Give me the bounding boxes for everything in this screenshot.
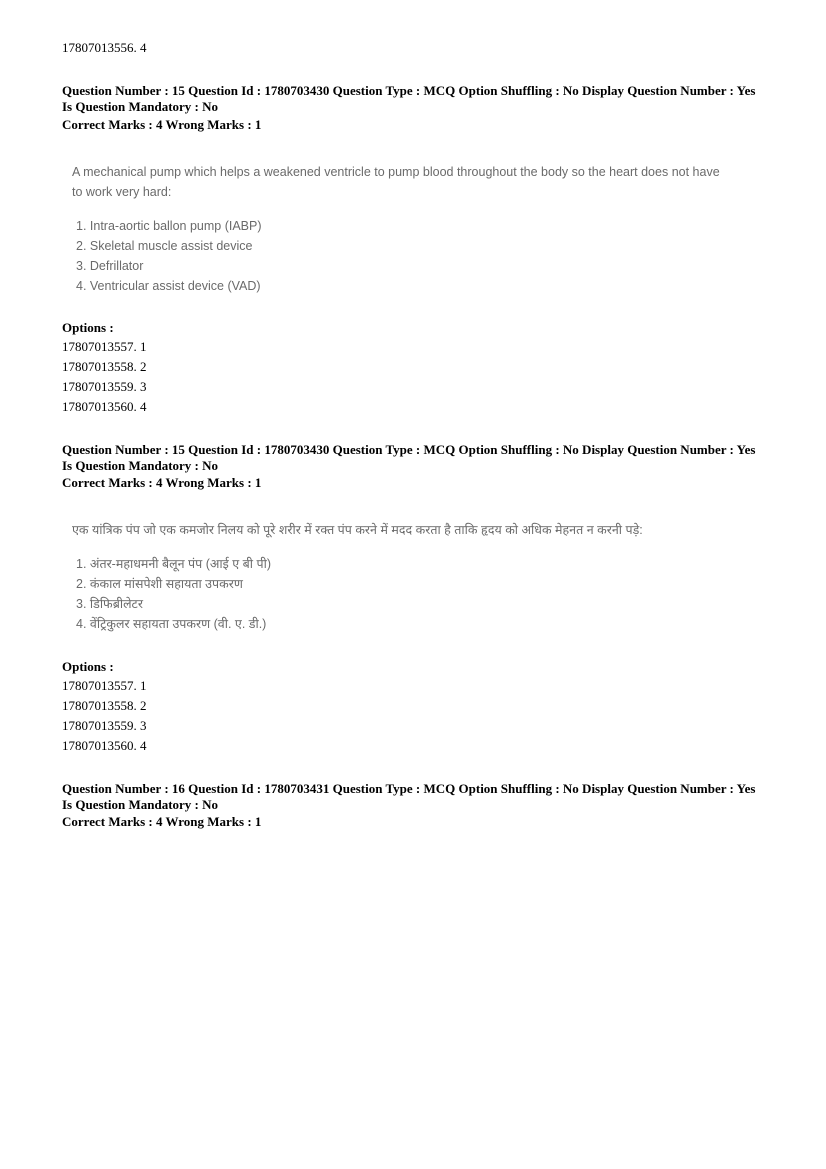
- option-id: 17807013558. 2: [62, 359, 147, 374]
- question-meta-line: Question Number : 16 Question Id : 1780703431 Question Type : MCQ Option Shuffling : No Display Question Number : Yes: [62, 781, 756, 796]
- options-label: Options :: [62, 659, 114, 674]
- question-marks-line: Correct Marks : 4 Wrong Marks : 1: [62, 117, 262, 132]
- question-meta-line: Question Number : 15 Question Id : 1780703430 Question Type : MCQ Option Shuffling : No Display Question Number : Yes: [62, 83, 756, 98]
- option-id: 17807013557. 1: [62, 339, 147, 354]
- choice-item: 1. अंतर-महाधमनी बैलून पंप (आई ए बी पी): [76, 557, 271, 571]
- choice-item: 3. डिफिब्रीलेटर: [76, 597, 143, 611]
- option-id: 17807013560. 4: [62, 399, 147, 414]
- previous-option-line: 17807013556. 4: [62, 40, 147, 55]
- question-text-line: A mechanical pump which helps a weakened ventricle to pump blood throughout the body so the heart does not have: [72, 165, 720, 179]
- choice-item: 2. कंकाल मांसपेशी सहायता उपकरण: [76, 577, 243, 591]
- question-mandatory-line: Is Question Mandatory : No: [62, 99, 219, 114]
- options-label: Options :: [62, 320, 114, 335]
- question-marks-line: Correct Marks : 4 Wrong Marks : 1: [62, 814, 262, 829]
- option-id: 17807013559. 3: [62, 379, 147, 394]
- question-marks-line: Correct Marks : 4 Wrong Marks : 1: [62, 475, 262, 490]
- option-id: 17807013558. 2: [62, 698, 147, 713]
- choice-item: 3. Defrillator: [76, 259, 144, 273]
- question-mandatory-line: Is Question Mandatory : No: [62, 458, 219, 473]
- choice-item: 4. Ventricular assist device (VAD): [76, 279, 261, 293]
- question-text-line: एक यांत्रिक पंप जो एक कमजोर निलय को पूरे शरीर में रक्त पंप करने में मदद करता है ताकि हृदय को अधिक मेहनत न करनी पड़े:: [72, 523, 643, 537]
- question-meta-line: Question Number : 15 Question Id : 1780703430 Question Type : MCQ Option Shuffling : No Display Question Number : Yes: [62, 442, 756, 457]
- option-id: 17807013559. 3: [62, 718, 147, 733]
- option-id: 17807013560. 4: [62, 738, 147, 753]
- choice-item: 1. Intra-aortic ballon pump (IABP): [76, 219, 262, 233]
- option-id: 17807013557. 1: [62, 678, 147, 693]
- choice-item: 2. Skeletal muscle assist device: [76, 239, 253, 253]
- question-text-line: to work very hard:: [72, 185, 172, 199]
- choice-item: 4. वेंट्रिकुलर सहायता उपकरण (वी. ए. डी.): [76, 617, 267, 631]
- question-mandatory-line: Is Question Mandatory : No: [62, 797, 219, 812]
